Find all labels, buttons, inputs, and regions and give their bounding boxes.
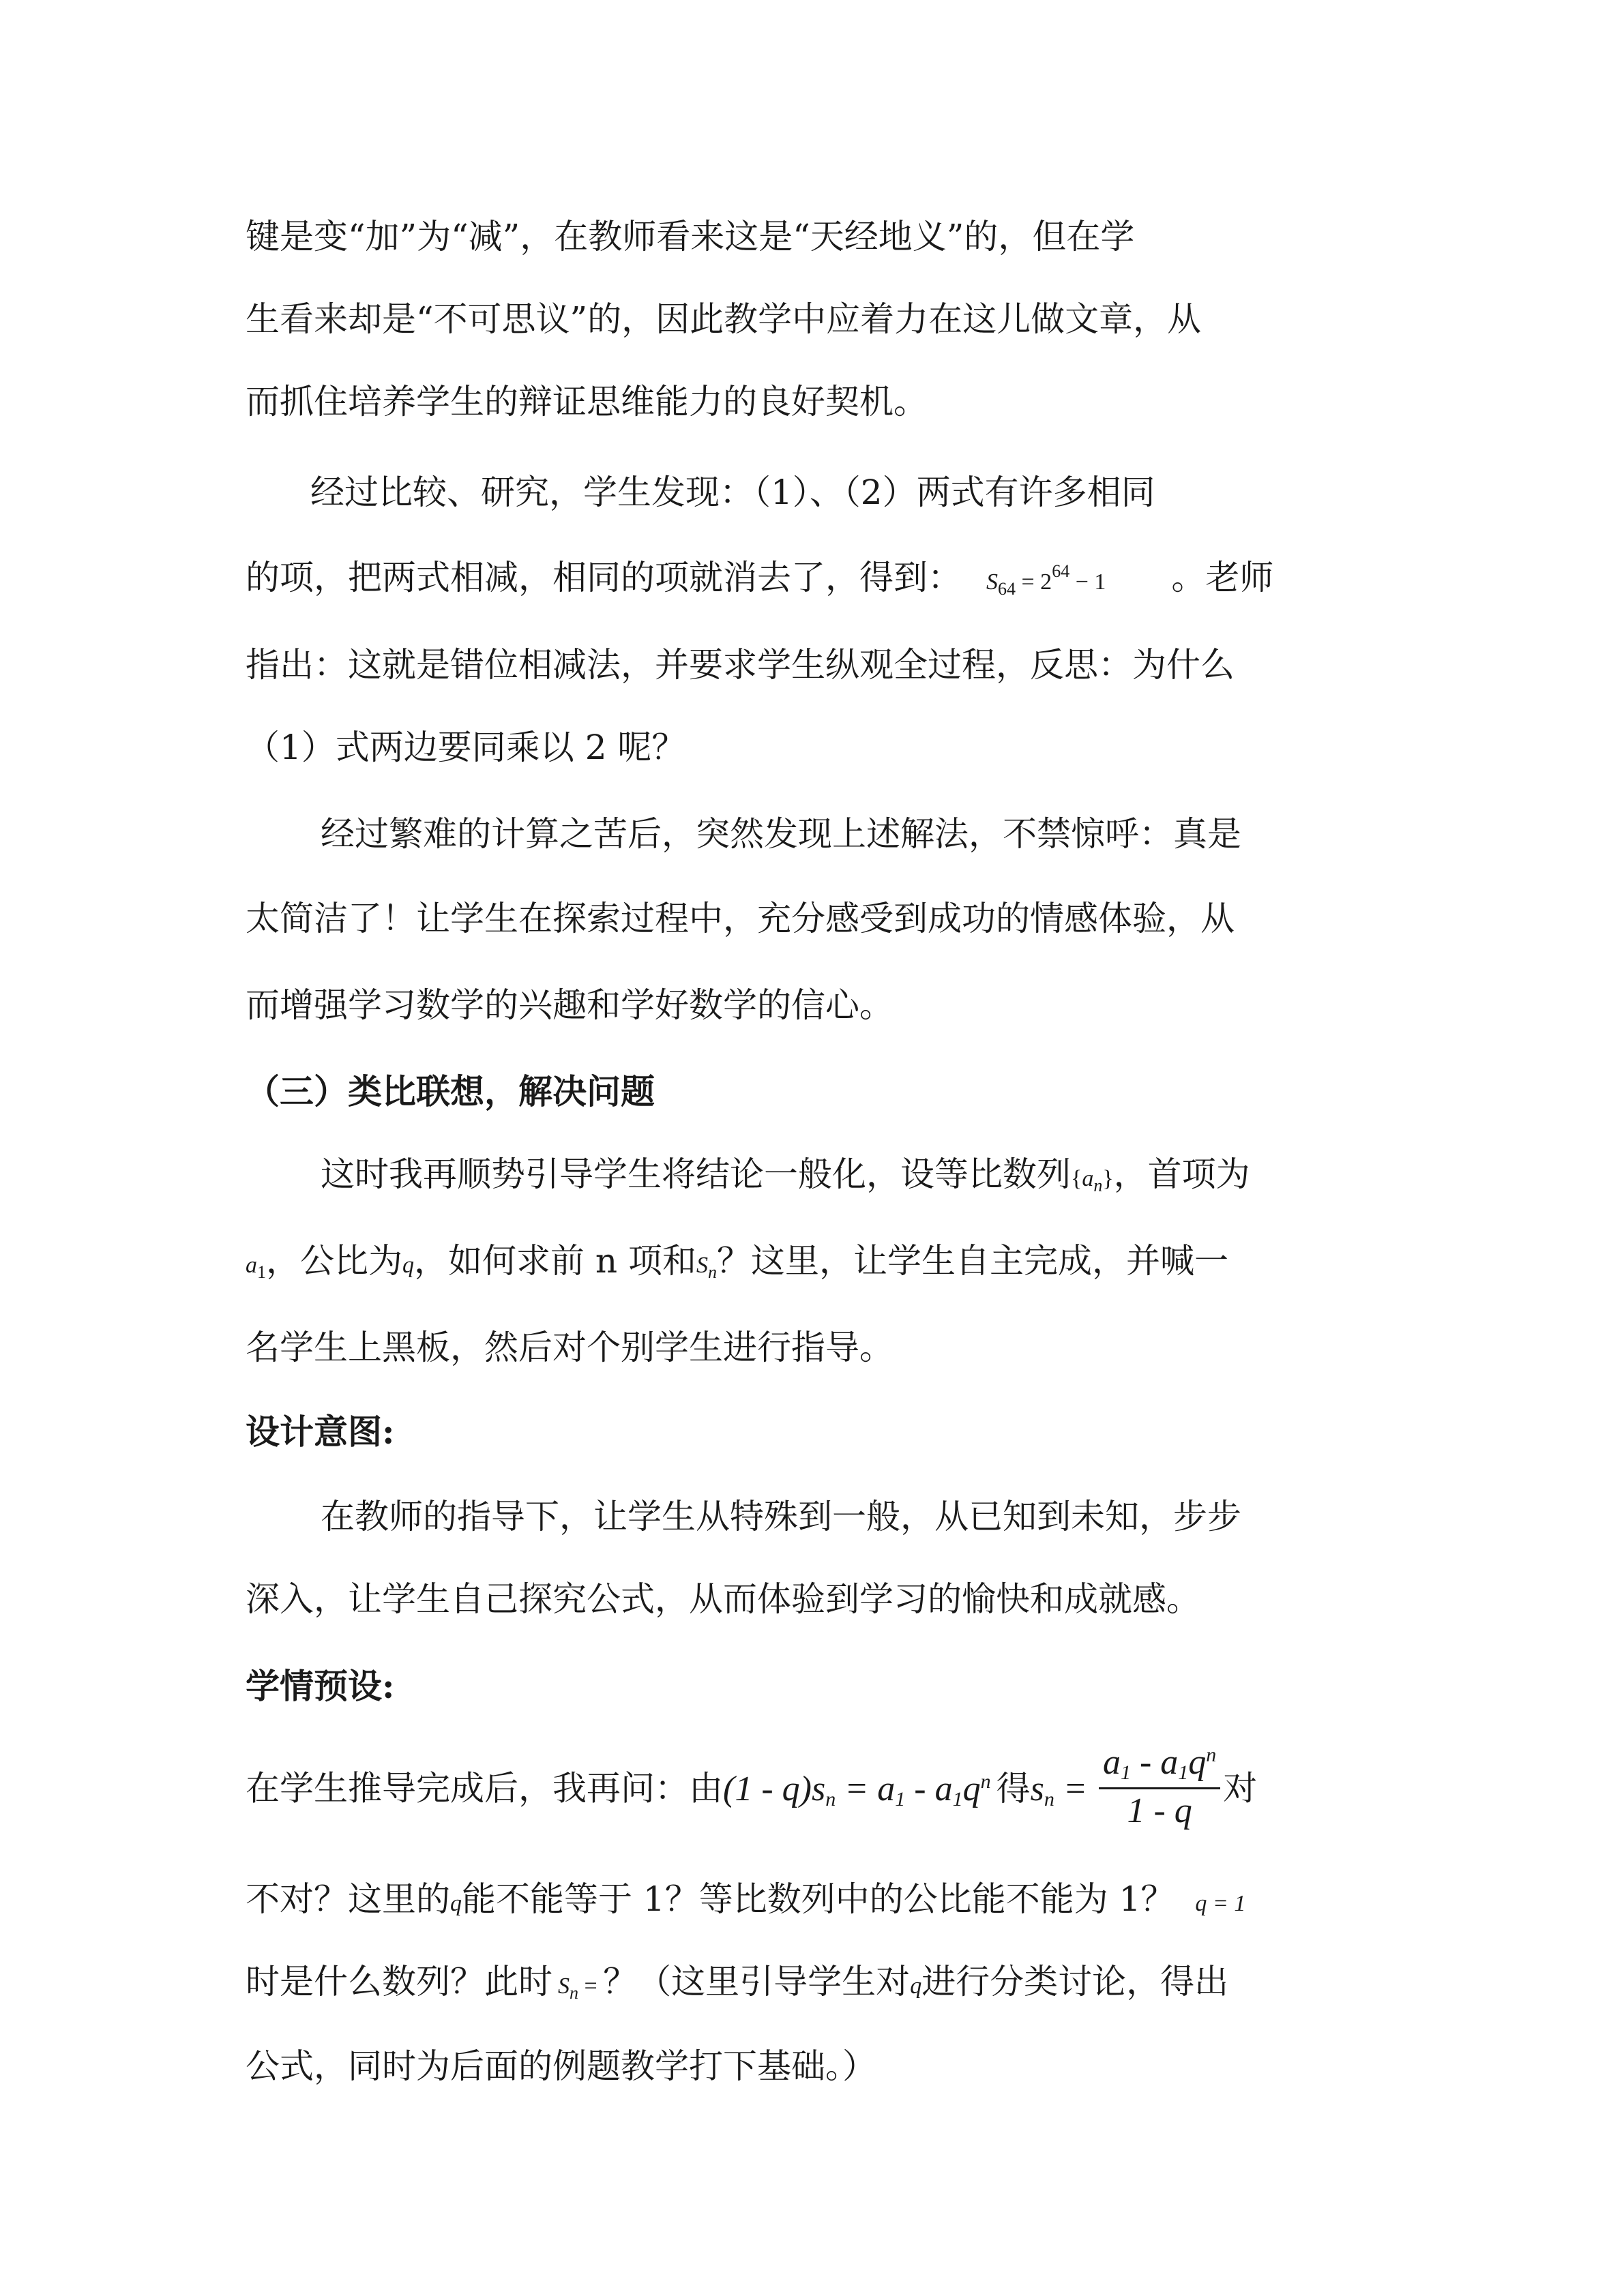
paragraph-line-with-formula xyxy=(246,1241,1228,1282)
text-run: 的项，把两式相减，相同的项就消去了，得到： xyxy=(246,558,962,597)
formula-subscript: 1 xyxy=(895,1787,906,1810)
fraction-numerator xyxy=(1099,1745,1220,1789)
paragraph-line: 在教师的指导下，让学生从特殊到一般，从已知到未知，步步 xyxy=(321,1497,1241,1536)
formula-q: q xyxy=(910,1973,922,1999)
paragraph-line: 经过繁难的计算之苦后，突然发现上述解法，不禁惊呼：真是 xyxy=(321,814,1241,854)
paragraph-line-with-formula xyxy=(246,1743,1258,1833)
formula-a1 xyxy=(246,1253,266,1282)
formula-subscript: n xyxy=(1093,1176,1103,1195)
paragraph-line: 键是变“加”为“减”，在教师看来这是“天经地义”的，但在学 xyxy=(246,217,1135,256)
fraction-denominator: 1 - q xyxy=(1127,1791,1192,1830)
text-run: 不对？这里的 xyxy=(246,1879,450,1919)
text-run: ？这里，让学生自主完成，并喊一 xyxy=(717,1241,1228,1281)
formula-subscript: 1 xyxy=(1178,1761,1189,1784)
text-run: ，首项为 xyxy=(1113,1154,1250,1194)
paragraph-line: 经过比较、研究，学生发现：（1）、（2）两式有许多相同 xyxy=(310,473,1155,512)
formula-subscript: n xyxy=(825,1787,836,1810)
formula-subscript: 1 xyxy=(1120,1761,1131,1784)
formula-q: q xyxy=(402,1253,414,1278)
formula-text: } xyxy=(1102,1166,1114,1191)
text-run: ，公比为 xyxy=(266,1241,402,1281)
formula-subscript: 1 xyxy=(257,1262,266,1282)
text-run: ，如何求前 n 项和 xyxy=(414,1241,696,1281)
formula-equation xyxy=(723,1770,991,1808)
paragraph-line-with-formula xyxy=(321,1154,1250,1195)
formula-fraction xyxy=(1099,1745,1220,1829)
formula-text: - a xyxy=(1130,1743,1179,1782)
paragraph-line: 名学生上黑板，然后对个别学生进行指导。 xyxy=(246,1328,894,1367)
section-heading: 学情预设: xyxy=(246,1666,395,1706)
formula-text: a xyxy=(1102,1743,1121,1782)
formula-text: a xyxy=(1082,1166,1094,1191)
formula-sn xyxy=(558,1973,604,2003)
paragraph-line: 太简洁了！让学生在探索过程中，充分感受到成功的情感体验，从 xyxy=(246,899,1235,938)
text-run: 对 xyxy=(1223,1768,1258,1808)
paragraph-line: （1）式两边要同乘以 2 呢？ xyxy=(246,728,686,767)
paragraph-line: 深入，让学生自己探究公式，从而体验到学习的愉快和成就感。 xyxy=(246,1579,1200,1619)
formula-sequence xyxy=(1071,1166,1114,1195)
formula-text: = xyxy=(578,1973,604,1999)
formula-text: S xyxy=(696,1253,708,1278)
formula-text: − 1 xyxy=(1069,569,1106,595)
formula-text: = 2 xyxy=(1016,569,1052,595)
paragraph-line: 公式，同时为后面的例题教学打下基础。） xyxy=(246,2046,876,2086)
formula-text: { xyxy=(1071,1166,1082,1191)
formula-result xyxy=(1031,1770,1096,1808)
formula-subscript: n xyxy=(708,1262,717,1282)
formula-text: q xyxy=(1188,1743,1207,1782)
paragraph-line: 指出：这就是错位相减法，并要求学生纵观全过程，反思：为什么 xyxy=(246,645,1235,685)
formula-text: - a xyxy=(905,1769,953,1808)
text-run: 这时我再顺势引导学生将结论一般化，设等比数列 xyxy=(321,1154,1071,1194)
text-run: 能不能等于 1？等比数列中的公比能不能为 1？ xyxy=(462,1879,1175,1919)
text-run: 进行分类讨论，得出 xyxy=(921,1962,1229,2001)
formula-q: q xyxy=(450,1891,462,1916)
formula-s64 xyxy=(986,561,1106,599)
paragraph-line: 而增强学习数学的兴趣和学好数学的信心。 xyxy=(246,985,894,1025)
text-run: ？（这里引导学生对 xyxy=(603,1962,911,2001)
text-run: 得 xyxy=(996,1768,1031,1808)
formula-text: (1 - q)s xyxy=(723,1769,826,1808)
paragraph-line-with-formula xyxy=(246,1879,1246,1919)
paragraph-line-with-formula xyxy=(246,1962,1229,2003)
formula-sn xyxy=(696,1253,717,1282)
formula-text: s xyxy=(1030,1769,1044,1808)
section-heading: （三）类比联想，解决问题 xyxy=(246,1071,655,1112)
paragraph-line: 生看来却是“不可思议”的，因此教学中应着力在这儿做文章，从 xyxy=(246,299,1202,339)
paragraph-line: 而抓住培养学生的辩证思维能力的良好契机。 xyxy=(246,382,928,421)
formula-subscript: 1 xyxy=(952,1787,963,1810)
formula-text: = a xyxy=(836,1769,896,1808)
text-run: 。老师 xyxy=(1171,558,1274,597)
formula-text: S xyxy=(558,1973,570,1999)
formula-superscript: n xyxy=(1206,1744,1217,1766)
text-run: 时是什么数列？此时 xyxy=(246,1962,552,2001)
formula-subscript: 64 xyxy=(998,579,1016,599)
section-heading: 设计意图: xyxy=(246,1412,395,1452)
formula-text: = xyxy=(1054,1769,1096,1808)
formula-subscript: n xyxy=(570,1983,578,2003)
formula-text: a xyxy=(246,1253,257,1278)
formula-superscript: n xyxy=(980,1770,991,1793)
paragraph-line-with-formula xyxy=(246,558,1274,599)
formula-q-equals-1: q = 1 xyxy=(1195,1891,1246,1916)
formula-text: q xyxy=(962,1769,981,1808)
text-run: 在学生推导完成后，我再问：由 xyxy=(246,1768,723,1808)
formula-superscript: 64 xyxy=(1052,561,1070,581)
formula-subscript: n xyxy=(1044,1787,1054,1810)
formula-text: S xyxy=(986,569,998,595)
